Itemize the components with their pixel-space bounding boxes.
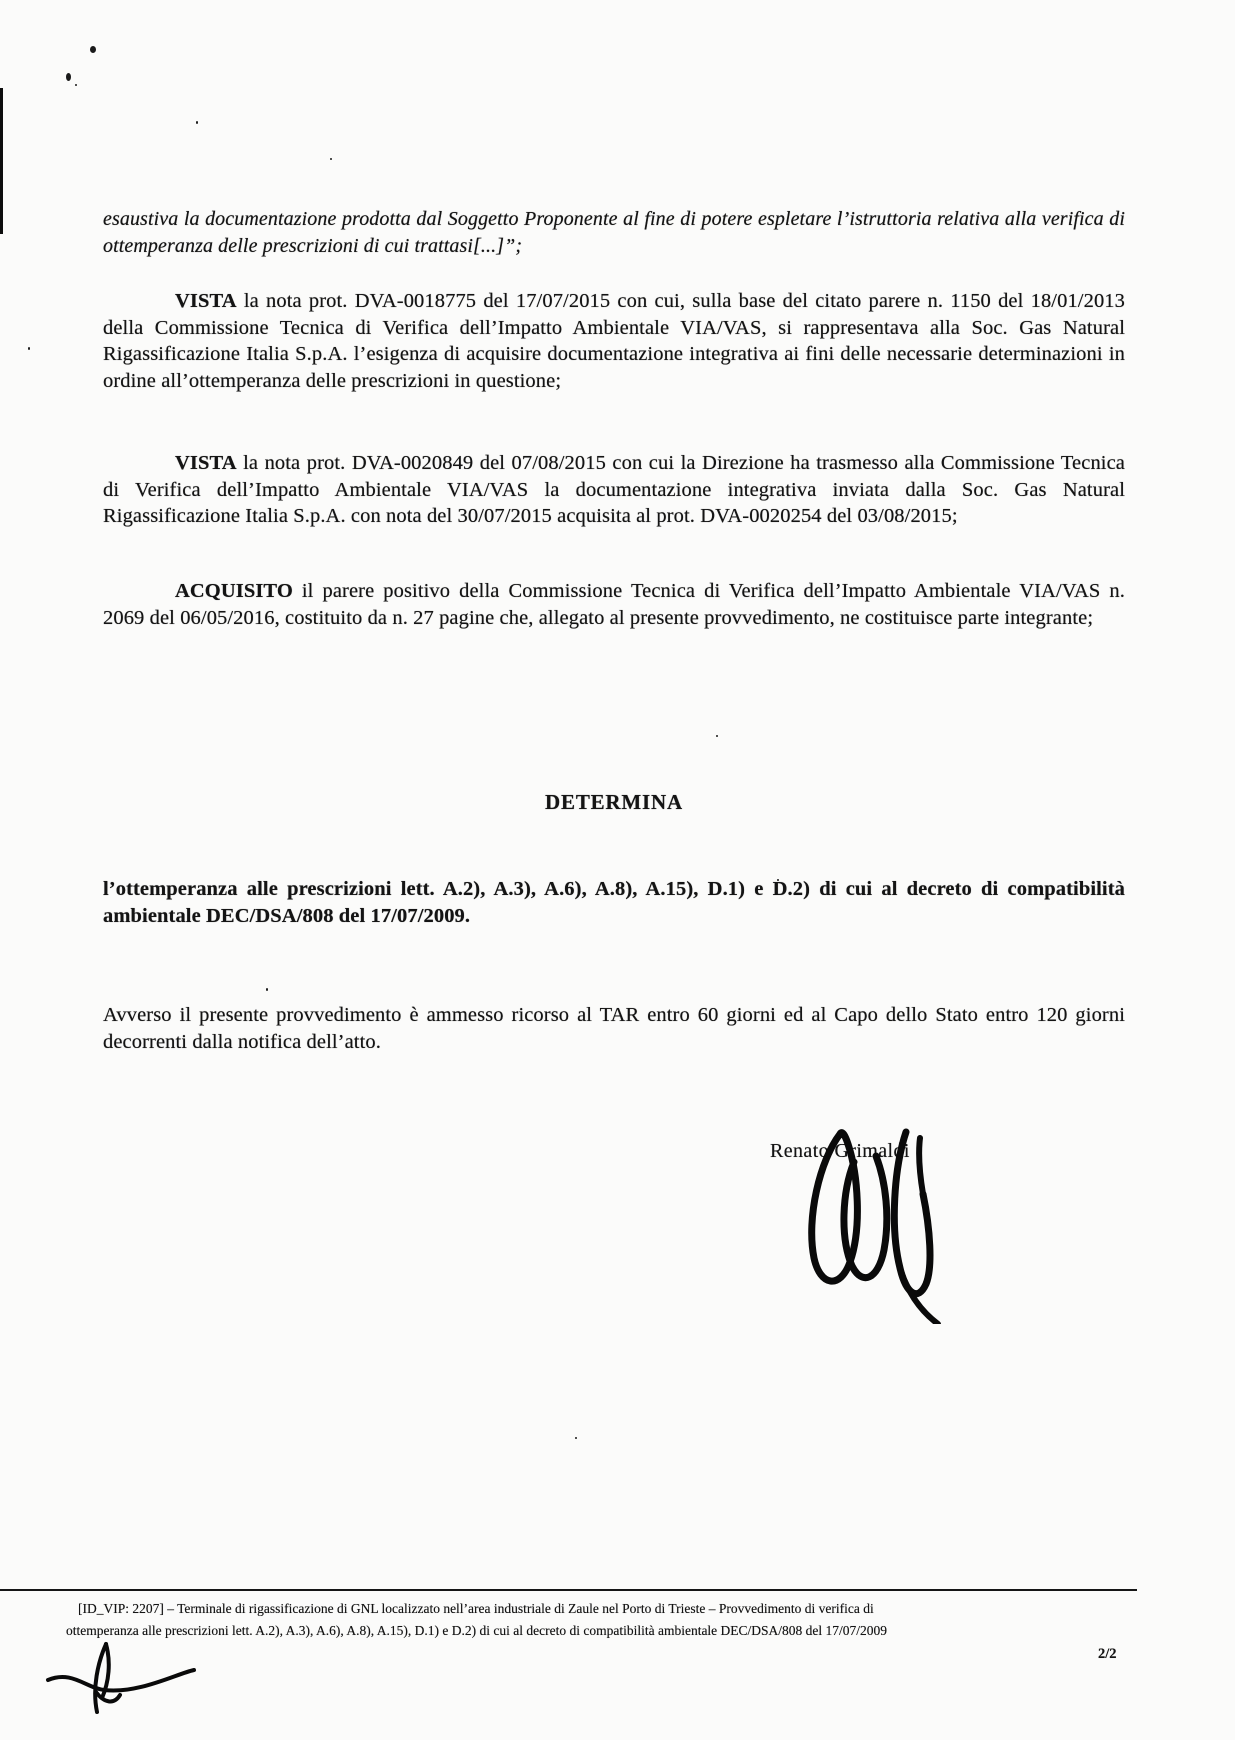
scan-speck xyxy=(90,46,96,53)
scan-speck xyxy=(330,158,332,160)
recital-paragraph xyxy=(103,578,1125,631)
recital-keyword: ACQUISITO xyxy=(175,580,293,602)
footer-reference xyxy=(66,1598,1126,1642)
footer-divider xyxy=(0,1589,1137,1591)
recital-keyword: VISTA xyxy=(175,452,237,474)
handwritten-initial-mark xyxy=(44,1640,204,1718)
recital-paragraph xyxy=(103,450,1125,530)
footer-reference-line-2: ottemperanza alle prescrizioni lett. A.2), A.3), A.6), A.8), A.15), D.1) e D.2) di cui al decreto di compatibilità ambientale DEC/DSA/808 del 17/07/2009 xyxy=(66,1623,888,1638)
scan-speck xyxy=(28,347,30,350)
page-number: 2/2 xyxy=(1098,1646,1117,1662)
recital-keyword: VISTA xyxy=(175,290,237,312)
recital-text: la nota prot. DVA-0020849 del 07/08/2015 con cui la Direzione ha trasmesso alla Commissione Tecnica di Verifica dell’Impatto Ambientale VIA/VAS la documentazione integrativa inviata dalla Soc. Gas Natural Rigassificazione Italia S.p.A. con nota del 30/07/2015 acquisita al prot. DVA-0020254 del 03/08/2015; xyxy=(103,452,1125,528)
scan-speck xyxy=(66,73,71,81)
scan-speck xyxy=(75,84,77,86)
recital-text: la nota prot. DVA-0018775 del 17/07/2015 con cui, sulla base del citato parere n. 1150 del 18/01/2013 della Commissione Tecnica di Verifica dell’Impatto Ambientale VIA/VAS, si rappresentava alla Soc. Gas Natural Rigassificazione Italia S.p.A. l’esigenza di acquisire documentazione integrativa ai fini delle necessarie determinazioni in ordine all’ottemperanza delle prescrizioni in questione; xyxy=(103,290,1125,392)
continuation-paragraph: esaustiva la documentazione prodotta dal Soggetto Proponente al fine di potere espletare l’istruttoria relativa alla verifica di ottemperanza delle prescrizioni di cui trattasi[...]”; xyxy=(103,208,1125,257)
decision-paragraph: l’ottemperanza alle prescrizioni lett. A.2), A.3), A.6), A.8), A.15), D.1) e D.2) di cui al decreto di compatibilità ambientale DEC/DSA/808 del 17/07/2009. xyxy=(103,878,1125,927)
determina-heading: DETERMINA xyxy=(545,790,683,814)
scan-speck xyxy=(716,735,718,737)
scan-speck xyxy=(575,1437,577,1439)
recital-text: il parere positivo della Commissione Tecnica di Verifica dell’Impatto Ambientale VIA/VAS n. 2069 del 06/05/2016, costituito da n. 27 pagine che, allegato al presente provvedimento, ne costituisce parte integrante; xyxy=(103,580,1125,629)
footer-reference-line-1: [ID_VIP: 2207] – Terminale di rigassificazione di GNL localizzato nell’area industriale di Zaule nel Porto di Trieste – Provvedimento di verifica di xyxy=(78,1601,874,1616)
signer-name: Renato Grimaldi xyxy=(770,1140,910,1162)
scan-speck xyxy=(196,121,198,124)
scan-edge-artifact xyxy=(0,88,3,234)
appeal-paragraph: Avverso il presente provvedimento è ammesso ricorso al TAR entro 60 giorni ed al Capo dello Stato entro 120 giorni decorrenti dalla notifica dell’atto. xyxy=(103,1004,1125,1053)
recital-paragraph xyxy=(103,288,1125,394)
scan-speck xyxy=(266,988,268,991)
handwritten-signature xyxy=(796,1124,946,1324)
